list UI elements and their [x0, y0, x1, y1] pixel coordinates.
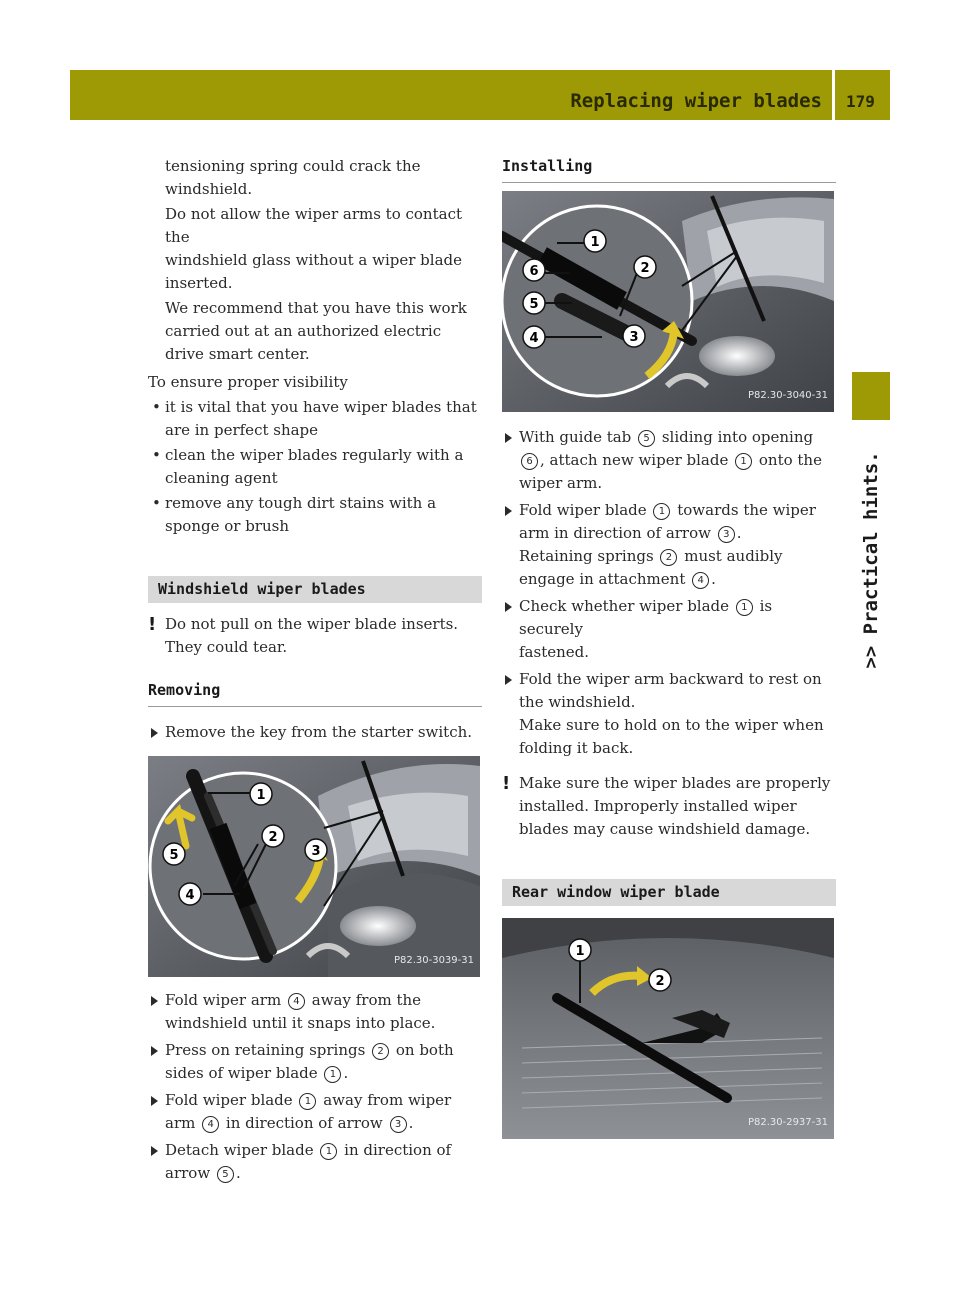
installing-illustration — [502, 191, 834, 412]
step-item: Remove the key from the starter switch. — [148, 721, 482, 744]
callout-label: 1 — [256, 788, 266, 803]
section-tab[interactable] — [852, 430, 890, 690]
text-line: We recommend that you have this work — [165, 299, 467, 317]
side-accent-block — [852, 372, 890, 420]
visibility-intro: To ensure proper visibility — [148, 373, 348, 391]
removing-heading: Removing — [148, 679, 482, 707]
warning-icon: ! — [502, 773, 511, 794]
step-item: With guide tab 5 sliding into opening 6 , attach new wiper blade 1 onto the wiper arm. — [502, 426, 836, 495]
text-line: tensioning spring could crack the — [165, 157, 421, 175]
callout-label: 4 — [529, 331, 539, 346]
text-line: carried out at an authorized electric — [165, 322, 442, 340]
installing-heading: Installing — [502, 155, 836, 183]
step-item: Detach wiper blade 1 in direction of arrow 5 . — [148, 1139, 482, 1185]
text-line: Do not allow the wiper arms to contact the — [165, 205, 462, 246]
callout-label: 2 — [640, 261, 650, 276]
section-heading-windshield: Windshield wiper blades — [148, 576, 482, 603]
warning-note: ! Make sure the wiper blades are properly installed. Improperly installed wiper blades may cause windshield damage. — [502, 773, 831, 838]
callout-label: 1 — [590, 235, 600, 250]
callout-label: 6 — [529, 264, 539, 279]
step-item: Fold wiper blade 1 away from wiper arm 4 in direction of arrow 3 . — [148, 1089, 482, 1135]
bullet-item: • clean the wiper blades regularly with a cleaning agent — [148, 444, 482, 490]
step-item: Fold wiper blade 1 towards the wiper arm in direction of arrow 3 . Retaining springs 2 must audibly engage in attachment 4 . — [502, 499, 836, 591]
header-divider — [832, 70, 835, 120]
step-item: Fold the wiper arm backward to rest on the windshield. Make sure to hold on to the wiper when folding it back. — [502, 668, 836, 760]
callout-label: 4 — [185, 888, 195, 903]
removing-illustration — [148, 756, 480, 977]
callout-label: 3 — [311, 844, 321, 859]
bullet-item: • remove any tough dirt stains with a sponge or brush — [148, 492, 482, 538]
bullet-item: • it is vital that you have wiper blades that are in perfect shape — [148, 396, 482, 442]
text-line: windshield glass without a wiper blade — [165, 251, 463, 269]
callout-label: 5 — [529, 297, 539, 312]
text-line: inserted. — [165, 274, 233, 292]
text-line: drive smart center. — [165, 345, 310, 363]
section-tab-label: >> Practical hints. — [860, 451, 882, 669]
page-number: 179 — [846, 92, 875, 111]
callout-label: 2 — [655, 974, 665, 989]
step-item: Check whether wiper blade 1 is securely fastened. — [502, 595, 836, 664]
removing-figure — [148, 756, 480, 977]
rear-wiper-figure — [502, 918, 834, 1139]
figure-code: P82.30-2937-31 — [747, 1117, 828, 1128]
callout-label: 2 — [268, 830, 278, 845]
warning-icon: ! — [148, 614, 157, 635]
warning-note: ! Do not pull on the wiper blade inserts. They could tear. — [148, 614, 459, 656]
left-column — [148, 155, 482, 1185]
installing-figure — [502, 191, 834, 412]
callout-label: 3 — [629, 330, 639, 345]
section-heading-rear-wiper: Rear window wiper blade — [502, 879, 836, 906]
right-column — [502, 155, 836, 1139]
callout-label: 5 — [169, 848, 179, 863]
step-item: Fold wiper arm 4 away from the windshield until it snaps into place. — [148, 989, 482, 1035]
text-line: windshield. — [165, 180, 253, 198]
page-title: Replacing wiper blades — [570, 90, 822, 112]
rear-wiper-illustration — [502, 918, 834, 1139]
figure-code: P82.30-3039-31 — [393, 955, 474, 966]
callout-label: 1 — [575, 944, 585, 959]
step-item: Press on retaining springs 2 on both sides of wiper blade 1 . — [148, 1039, 482, 1085]
figure-code: P82.30-3040-31 — [747, 390, 828, 401]
